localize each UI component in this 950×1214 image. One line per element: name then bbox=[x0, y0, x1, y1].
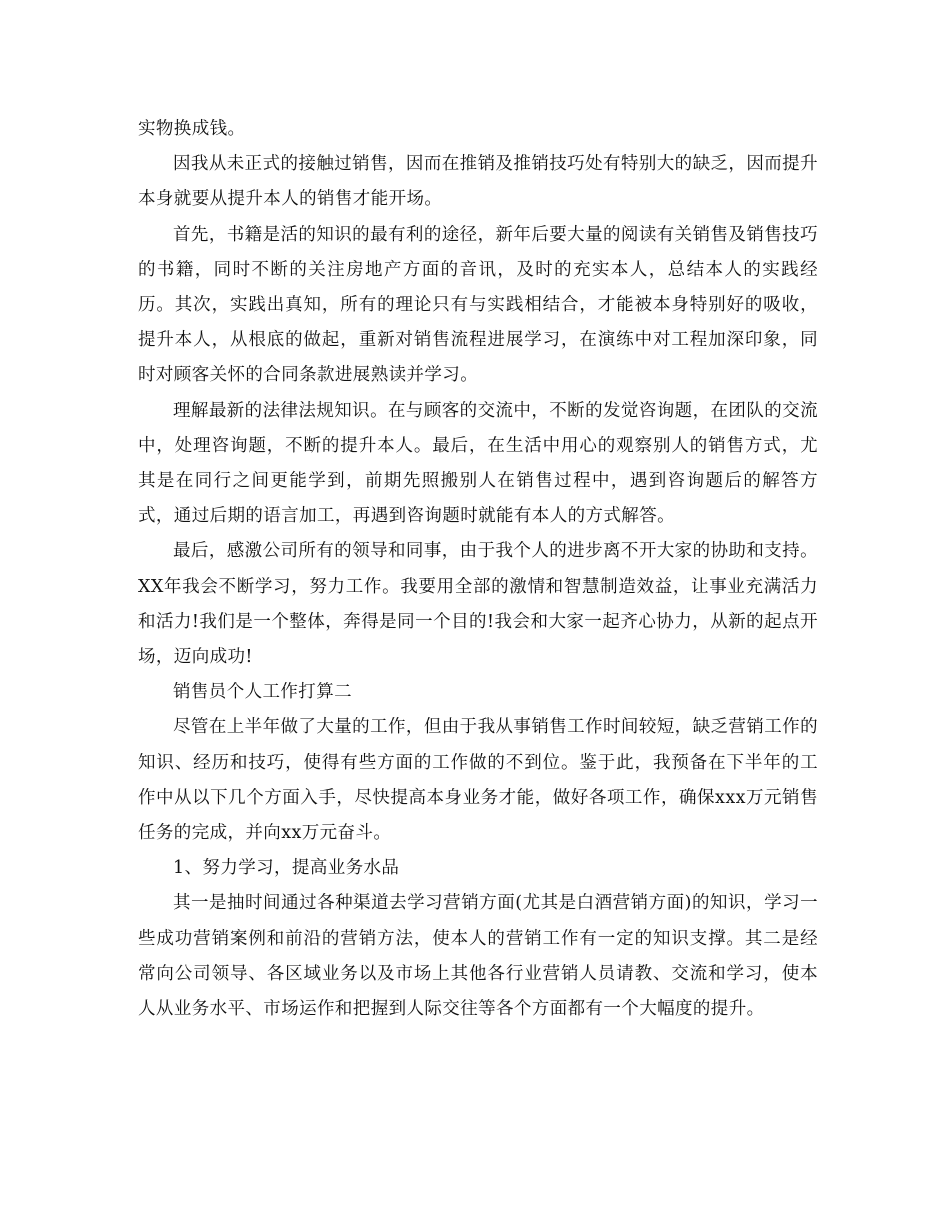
paragraph-7: 其一是抽时间通过各种渠道去学习营销方面(尤其是白酒营销方面)的知识，学习一些成功营销案例和前沿的营销方法，使本人的营销工作有一定的知识支撑。其二是经常向公司领导、各区域业务以及市场上其他各行业营销人员请教、交流和学习，使本人从业务水平、市场运作和把握到人际交往等各个方面都有一个大幅度的提升。 bbox=[138, 893, 818, 1020]
paragraph-1: 实物换成钱。 bbox=[138, 119, 246, 139]
paragraph-5: 最后，感激公司所有的领导和同事，由于我个人的进步离不开大家的协助和支持。XX年我会不断学习，努力工作。我要用全部的激情和智慧制造效益，让事业充满活力和活力!我们是一个整体，奔得是同一个目的!我会和大家一起齐心协力，从新的起点开场，迈向成功! bbox=[138, 541, 818, 668]
document-body bbox=[138, 112, 818, 1027]
section-heading: 销售员个人工作打算二 bbox=[173, 682, 352, 703]
paragraph-4: 理解最新的法律法规知识。在与顾客的交流中，不断的发觉咨询题，在团队的交流中，处理咨询题，不断的提升本人。最后，在生活中用心的观察别人的销售方式，尤其是在同行之间更能学到，前期先照搬别人在销售过程中，遇到咨询题后的解答方式，通过后期的语言加工，再遇到咨询题时就能有本人的方式解答。 bbox=[138, 400, 818, 527]
paragraph-3: 首先，书籍是活的知识的最有利的途径，新年后要大量的阅读有关销售及销售技巧的书籍，同时不断的关注房地产方面的音讯，及时的充实本人，总结本人的实践经历。其次，实践出真知，所有的理论只有与实践相结合，才能被本身特别好的吸收，提升本人，从根底的做起，重新对销售流程进展学习，在演练中对工程加深印象，同时对顾客关怀的合同条款进展熟读并学习。 bbox=[138, 224, 818, 386]
paragraph-6: 尽管在上半年做了大量的工作，但由于我从事销售工作时间较短，缺乏营销工作的知识、经历和技巧，使得有些方面的工作做的不到位。鉴于此，我预备在下半年的工作中从以下几个方面入手，尽快提高本身业务才能，做好各项工作，确保xxx万元销售任务的完成，并向xx万元奋斗。 bbox=[138, 717, 818, 844]
subheading-1: 1、努力学习，提高业务水品 bbox=[173, 858, 400, 879]
paragraph-2: 因我从未正式的接触过销售，因而在推销及推销技巧处有特别大的缺乏，因而提升本身就要从提升本人的销售才能开场。 bbox=[138, 154, 818, 210]
